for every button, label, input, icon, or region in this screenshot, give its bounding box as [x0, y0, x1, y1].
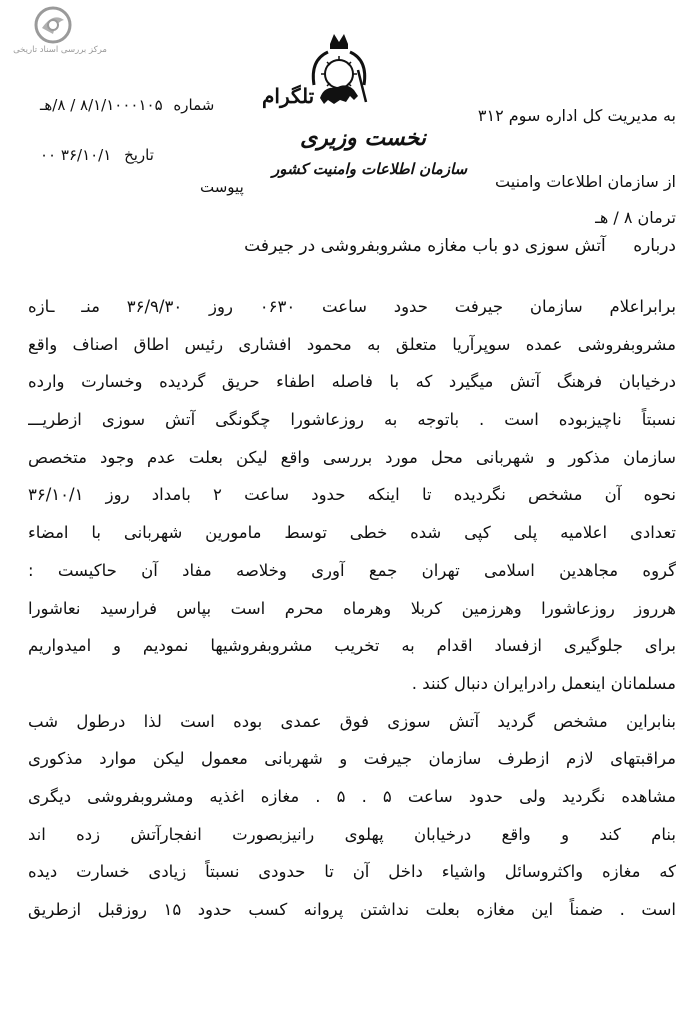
body-line: نسبتاً ناچیزبوده است . باتوجه به روزعاشورا چگونگی آتش سوزی ازطریـــ [28, 410, 676, 430]
body-line: نحوه آن مشخص نگردیده تا اینکه حدود ساعت ۲ بامداد روز ۳۶/۱۰/۱ [28, 485, 676, 505]
body-line: بنابراین مشخص گردید آتش سوزی فوق عمدی بوده است لذا درطول شب [28, 711, 676, 731]
date-value: ۳۶/۱۰/۱ ۰۰ [40, 146, 112, 164]
body-line: سازمان مذکور و شهربانی محل مورد بررسی واقع لیکن بعلت عدم وجود متخصص [28, 447, 676, 467]
organization-heading: سازمان اطلاعات وامنیت کشور [272, 160, 468, 178]
body-line: که مغازه واکثروسائل واشیاء داخل آن تا حدودی نسبتاً زیادی خسارت دیده [28, 862, 676, 882]
body-line: درخیابان فرهنگ آتش میگیرد که با فاصله اطفاء حریق گردیده وخسارت وارده [28, 372, 676, 392]
recipient-line: به مدیریت کل اداره سوم ۳۱۲ [477, 106, 676, 125]
body-line: برای جلوگیری ازفساد اقدام به تخریب مشروبفروشیها نمودیم و امیدواریم [28, 636, 676, 656]
archive-name: مرکز بررسی اسناد تاریخی [13, 45, 107, 55]
letter-body [28, 288, 676, 929]
number-label: شماره [173, 96, 215, 114]
body-line: برابراعلام سازمان جیرفت حدود ساعت ۰۶۳۰ روز ۳۶/۹/۳۰ منـ ـازه [28, 297, 676, 316]
body-line: مشروبفروشی عمده سوپرآریا متعلق به محمود افشاری رئیس اطاق اصناف واقع [28, 334, 676, 354]
number-value: ۸/۱/۱۰۰۰۱۰۵ / ۸/هـ [40, 96, 163, 114]
sender-line: از سازمان اطلاعات وامنیت [495, 172, 676, 191]
archive-logo-icon [34, 6, 72, 44]
telegram-heading: تلگرام [262, 84, 315, 108]
body-line: است . ضمناً این مغازه بعلت نداشتن پروانه کسب حدود ۱۵ روزقبل ازطریق [28, 900, 676, 919]
ministry-heading: نخست وزیری [300, 125, 426, 151]
archive-stamp [4, 6, 116, 58]
date-label: تاریخ [124, 146, 154, 164]
body-line: مسلمانان اینعمل رادرایران دنبال کنند . [411, 673, 676, 693]
reference-line: ترمان ۸ / هـ [595, 208, 676, 227]
number-field [40, 96, 214, 114]
body-line: هرروز روزعاشورا وهرزمین کربلا وهرماه محرم است بپاس فرارسید نعاشورا [28, 598, 676, 618]
body-line: گروه مجاهدین اسلامی تهران جمع آوری وخلاصه مفاد آن حاکیست : [28, 560, 676, 580]
body-line: بنام کند و واقع درخیابان پهلوی رانیزبصورت انفجارآتش زده اند [28, 824, 676, 844]
attachment-field [200, 178, 244, 196]
attachment-label: پیوست [200, 178, 244, 196]
date-field [40, 146, 154, 164]
subject-label: درباره [633, 236, 676, 256]
body-line: مراقبتهای لازم ازطرف سازمان جیرفت و شهربانی معمول لیکن موارد مذکوری [28, 749, 676, 769]
body-line: مشاهده نگردید ولی حدود ساعت ۵ . ۵ . مغازه اغذیه ومشروبفروشی دیگری [28, 786, 676, 806]
body-line: تعدادی اعلامیه پلی کپی شده خطی توسط مامورین شهربانی با امضاء [28, 523, 676, 543]
subject-text: آتش سوزی دو باب مغازه مشروبفروشی در جیرفت [244, 236, 606, 256]
subject-line [30, 236, 676, 256]
